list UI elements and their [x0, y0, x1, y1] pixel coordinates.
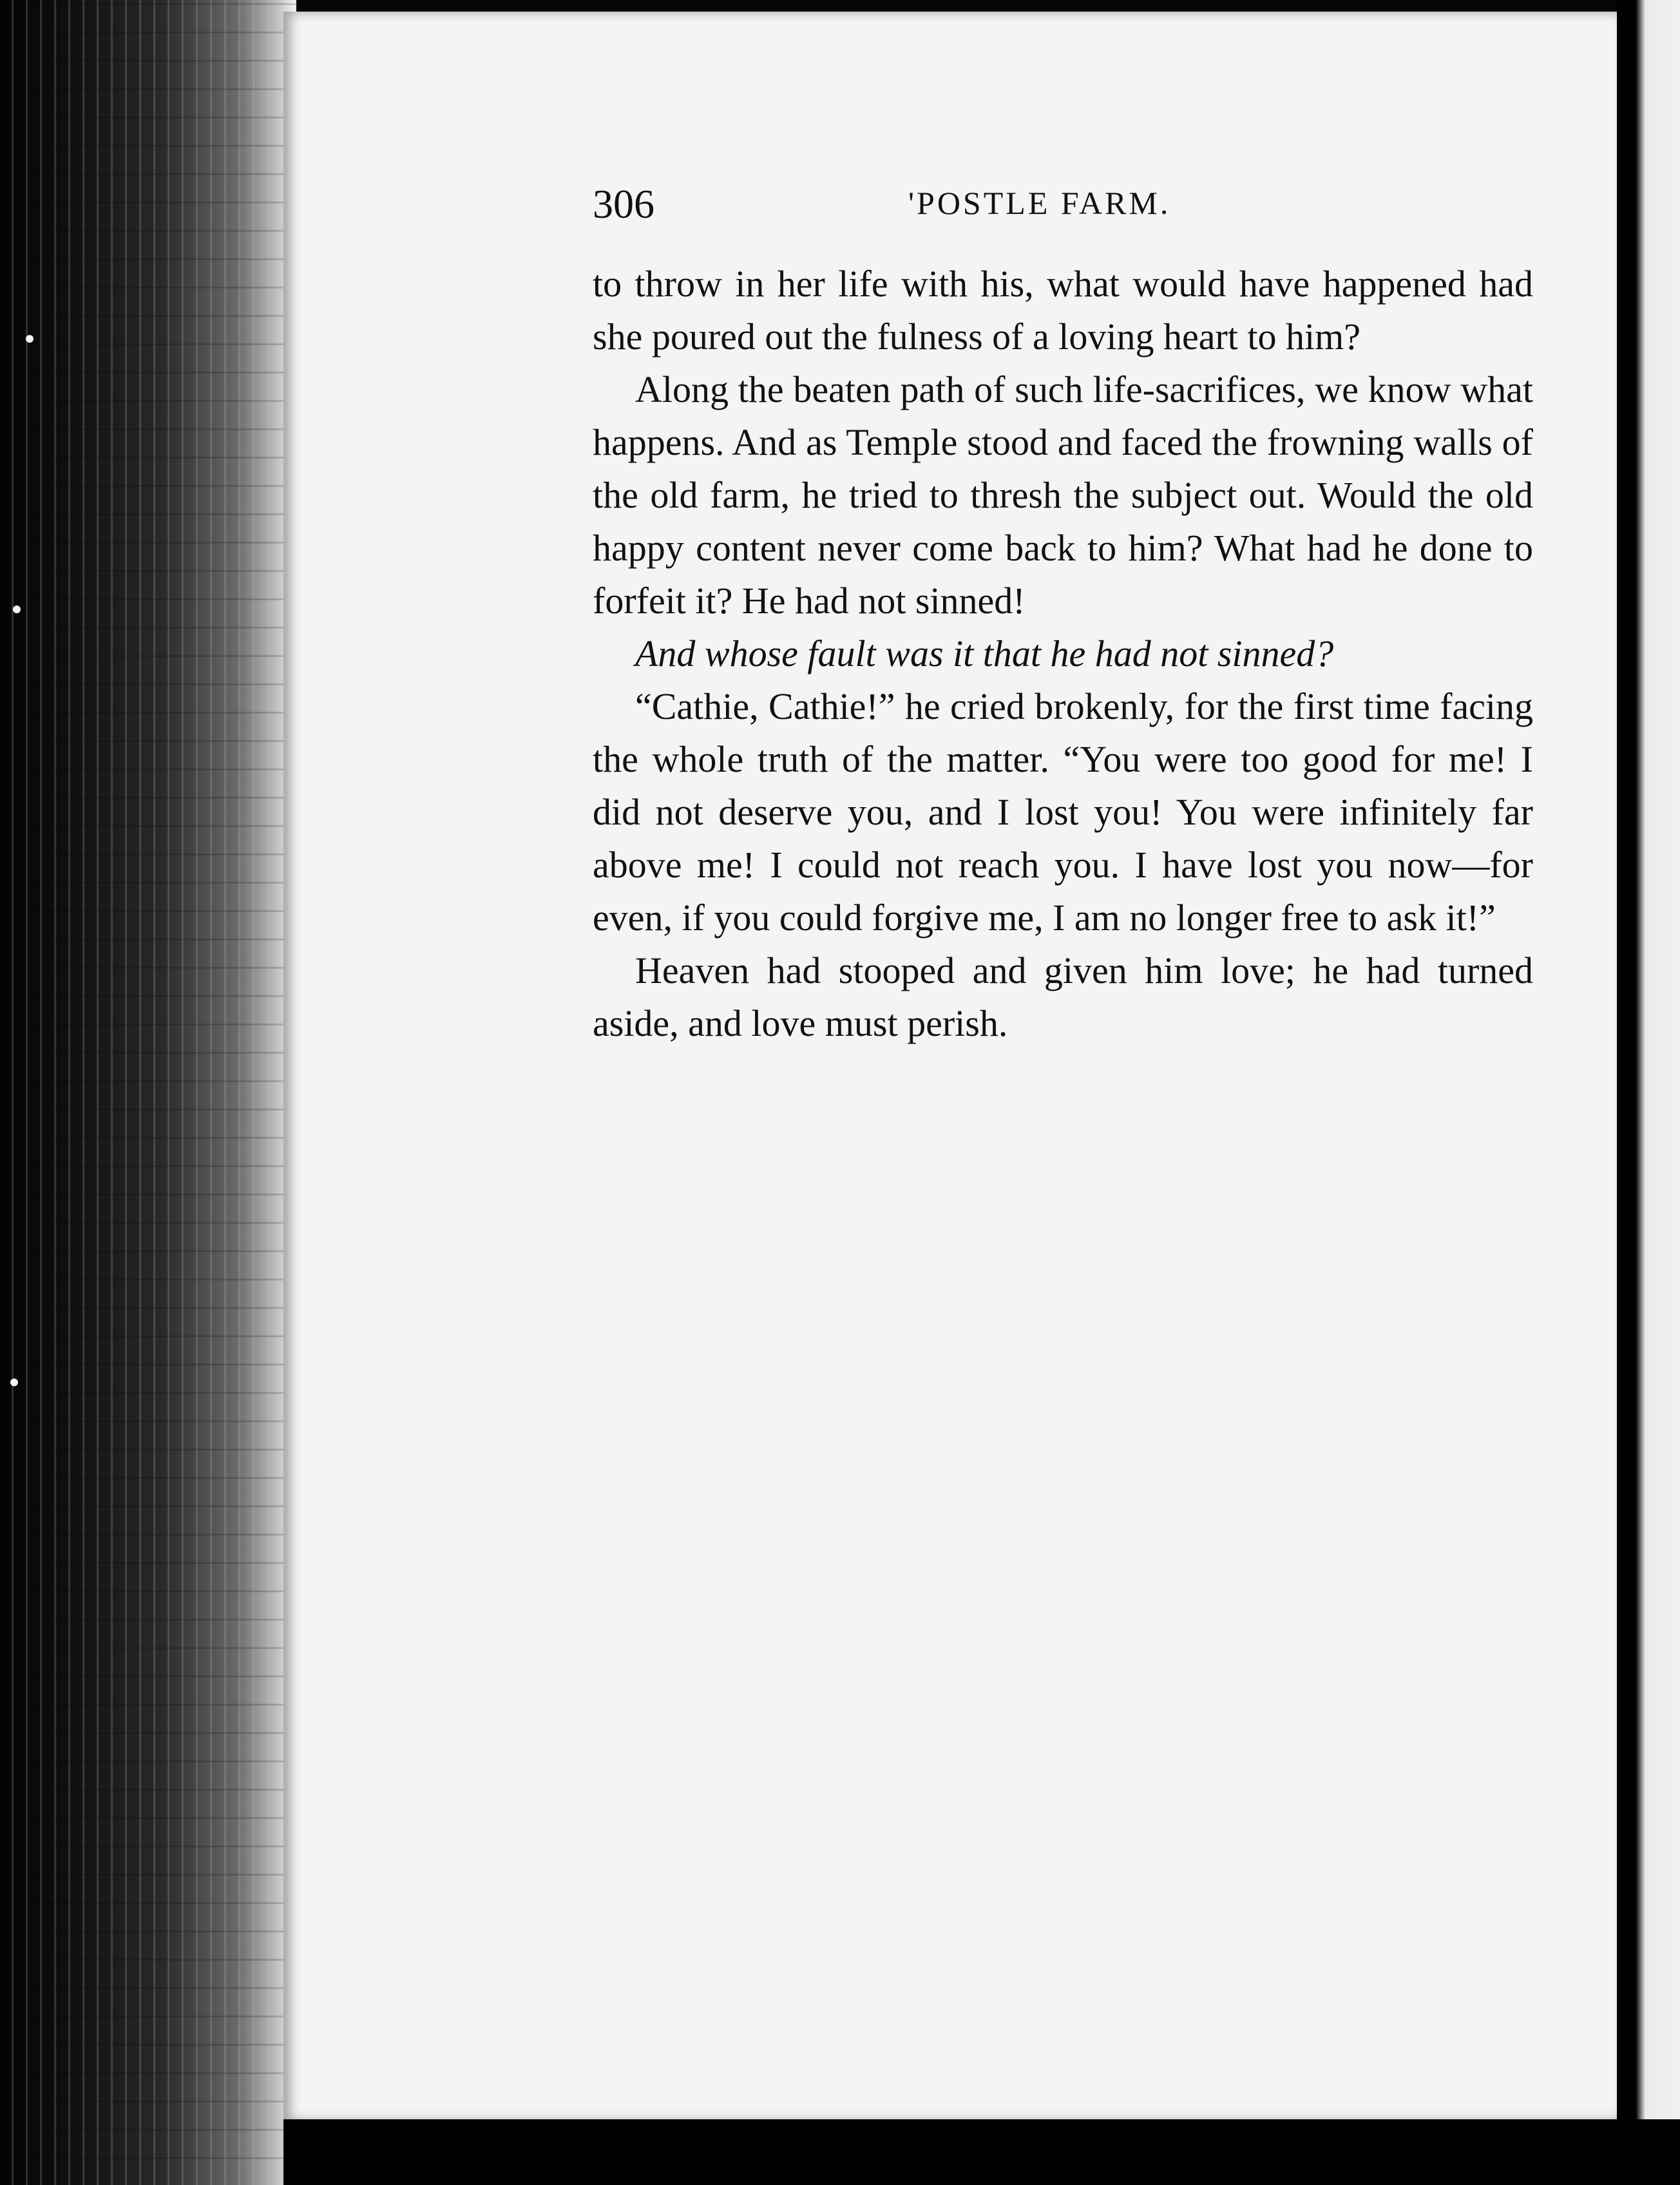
running-head	[593, 180, 1533, 238]
paragraph: Along the beaten path of such life-sacrifices, we know what happens. And as Temple stood and faced the frowning walls of the old farm, he tried to thresh the subject out. Would the old happy content never come back to him? What had he done to forfeit it? He had not sinned!	[593, 368, 1533, 622]
paragraph: “Cathie, Cathie!” he cried brokenly, for the first time facing the whole truth of the matter. “You were too good for me! I did not deserve you, and I lost you! You were infinitely far above me! I could not reach you. I have lost you now—for even, if you could forgive me, I am no longer free to ask it!”	[593, 685, 1533, 939]
dust-speck	[26, 335, 33, 343]
bottom-shadow	[283, 2119, 1680, 2185]
next-page-edge	[1617, 0, 1680, 2185]
body-text	[593, 258, 1533, 1050]
page-edges	[0, 0, 296, 2185]
running-title: 'POSTLE FARM.	[908, 185, 1171, 221]
paragraph: Heaven had stooped and given him love; he had turned aside, and love must perish.	[593, 949, 1533, 1044]
page-number: 306	[593, 181, 654, 227]
dust-speck	[10, 1379, 18, 1386]
italic-paragraph: And whose fault was it that he had not sinned?	[635, 633, 1334, 674]
dust-speck	[13, 606, 21, 613]
paragraph: to throw in her life with his, what would have happened had she poured out the fulness of a loving heart to him?	[593, 263, 1533, 358]
